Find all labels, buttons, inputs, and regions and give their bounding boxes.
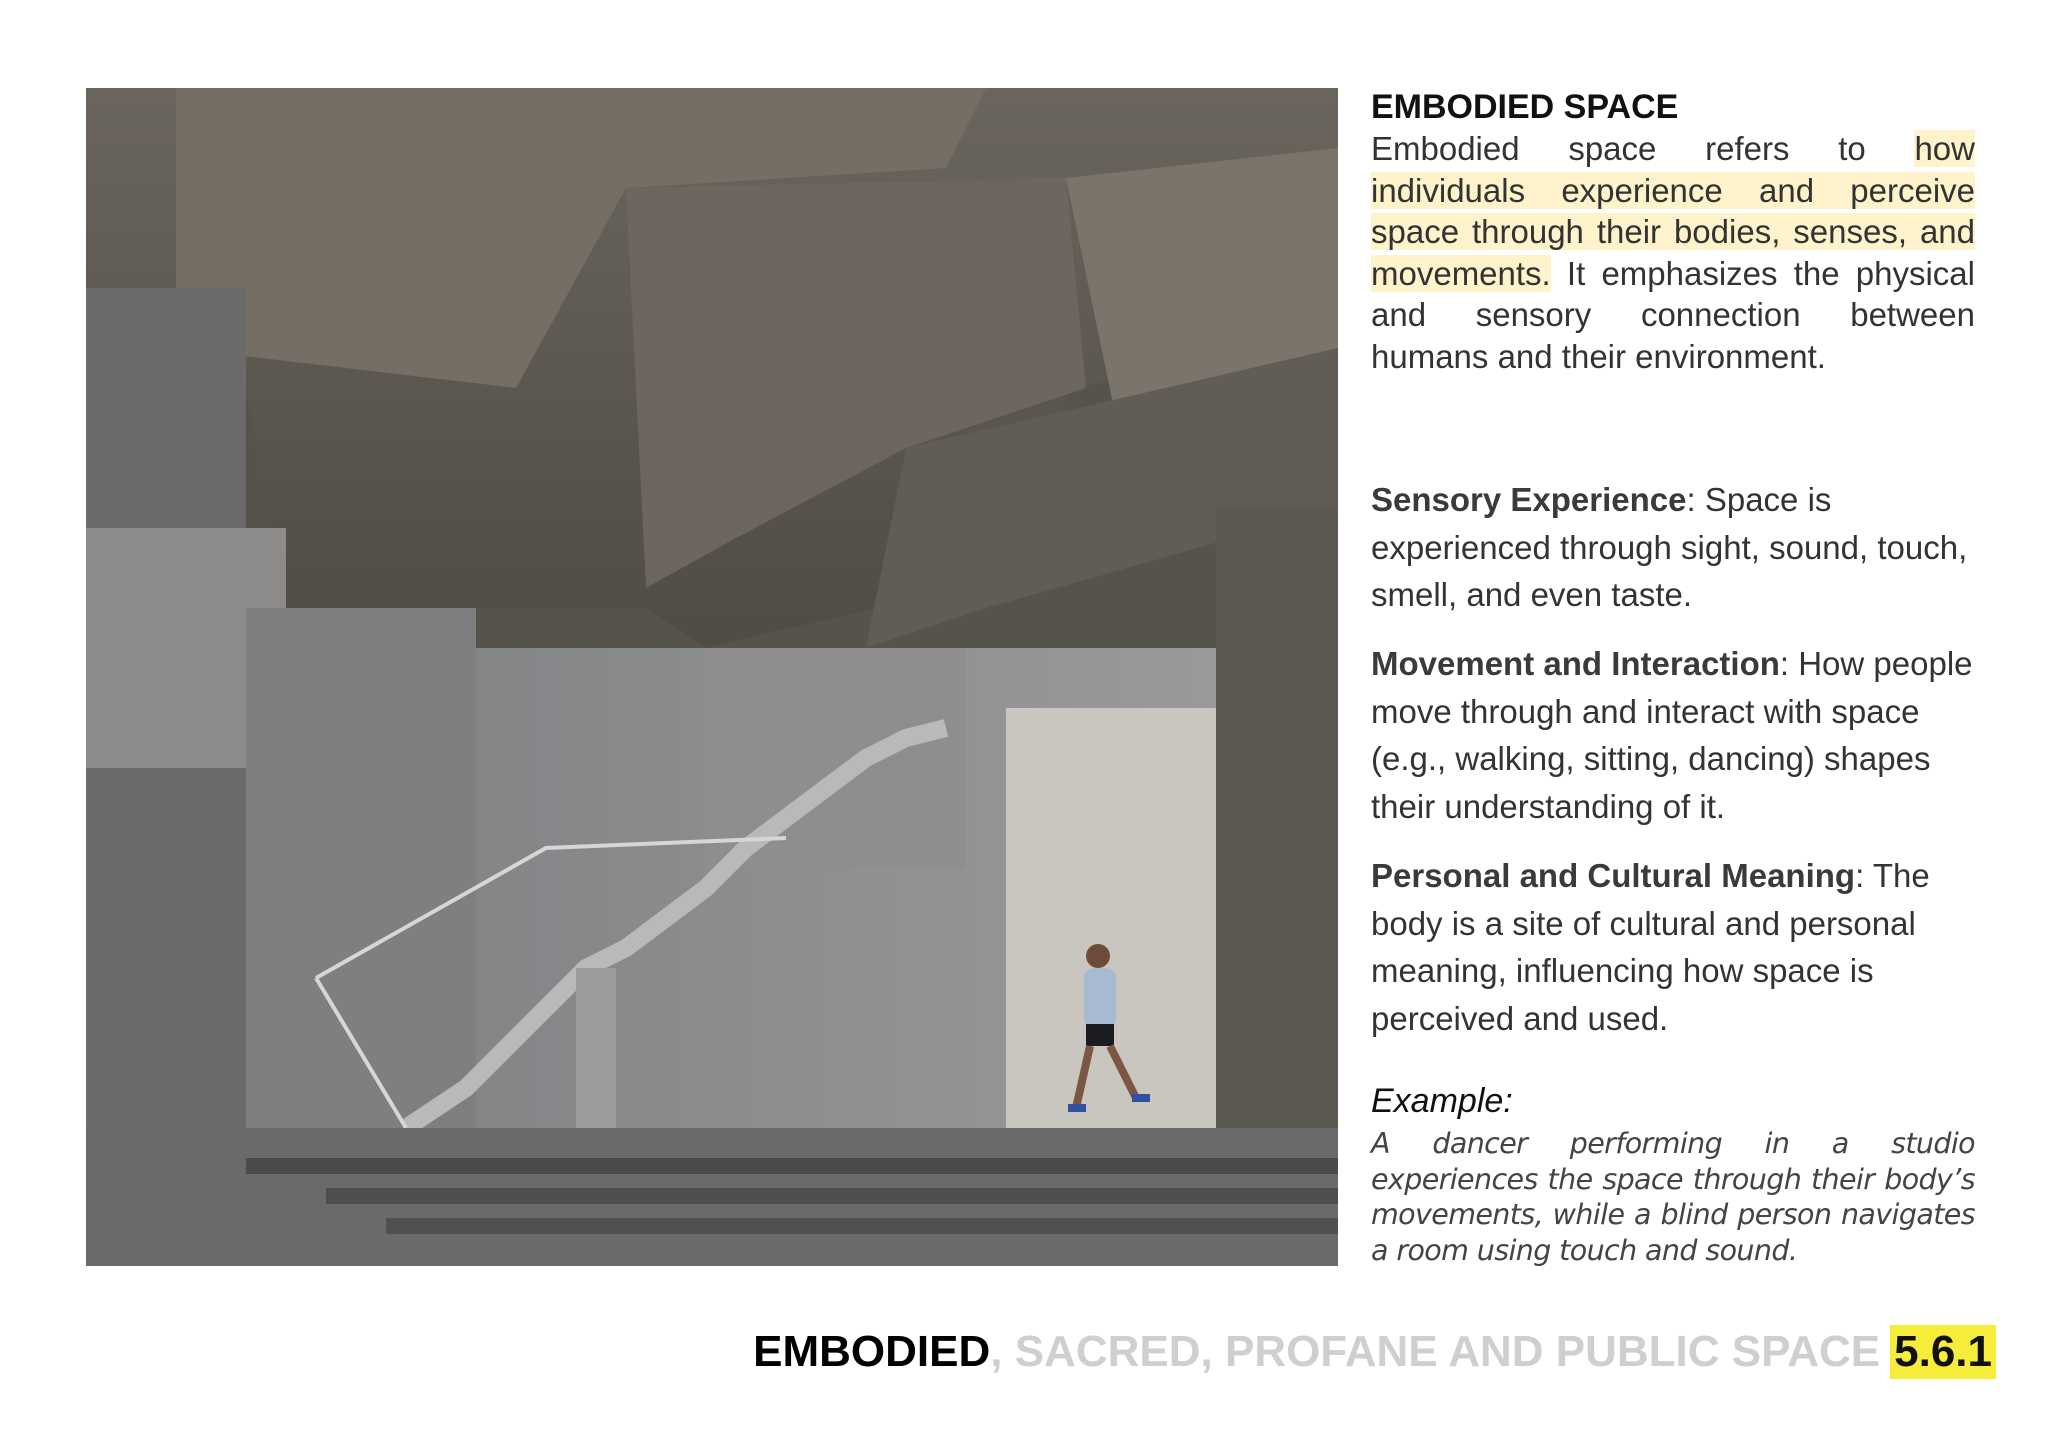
point-body: : How people move through and interact with space (e.g., walking, sitting, dancing) shapes their understanding of it. [1371, 645, 1973, 825]
point-title: Personal and Cultural Meaning [1371, 857, 1856, 894]
intro-after: It emphasizes the physical and sensory connection between humans and their environment. [1371, 254, 1975, 375]
footer-title [753, 1323, 1996, 1381]
point-sensory-experience [1371, 476, 1975, 619]
footer-rest: , SACRED, PROFANE AND PUBLIC SPACE [990, 1327, 1881, 1376]
intro-before: Embodied space refers to [1371, 130, 1915, 167]
point-title: Sensory Experience [1371, 481, 1687, 518]
section-number-badge: 5.6.1 [1890, 1325, 1996, 1379]
example-body: A dancer performing in a studio experiences the space through their body’s movements, while a blind person navigates a room using touch and sound. [1371, 1127, 1975, 1267]
point-personal-cultural-meaning [1371, 852, 1975, 1042]
example-title: Example: [1371, 1082, 1513, 1120]
footer-main: EMBODIED [753, 1327, 991, 1376]
intro-highlight: how individuals experience and perceive space through their bodies, senses, and movements. [1371, 130, 1975, 292]
point-body: : Space is experienced through sight, sound, touch, smell, and even taste. [1371, 481, 1968, 613]
architecture-photo [86, 88, 1338, 1266]
section-heading: EMBODIED SPACE [1371, 88, 1679, 126]
point-title: Movement and Interaction [1371, 645, 1780, 682]
intro-paragraph [1371, 128, 1975, 377]
point-body: : The body is a site of cultural and personal meaning, influencing how space is perceived and used. [1371, 857, 1930, 1037]
text-column [1371, 86, 1975, 1267]
point-movement-interaction [1371, 640, 1975, 830]
architecture-photo-icon [86, 88, 1338, 1266]
